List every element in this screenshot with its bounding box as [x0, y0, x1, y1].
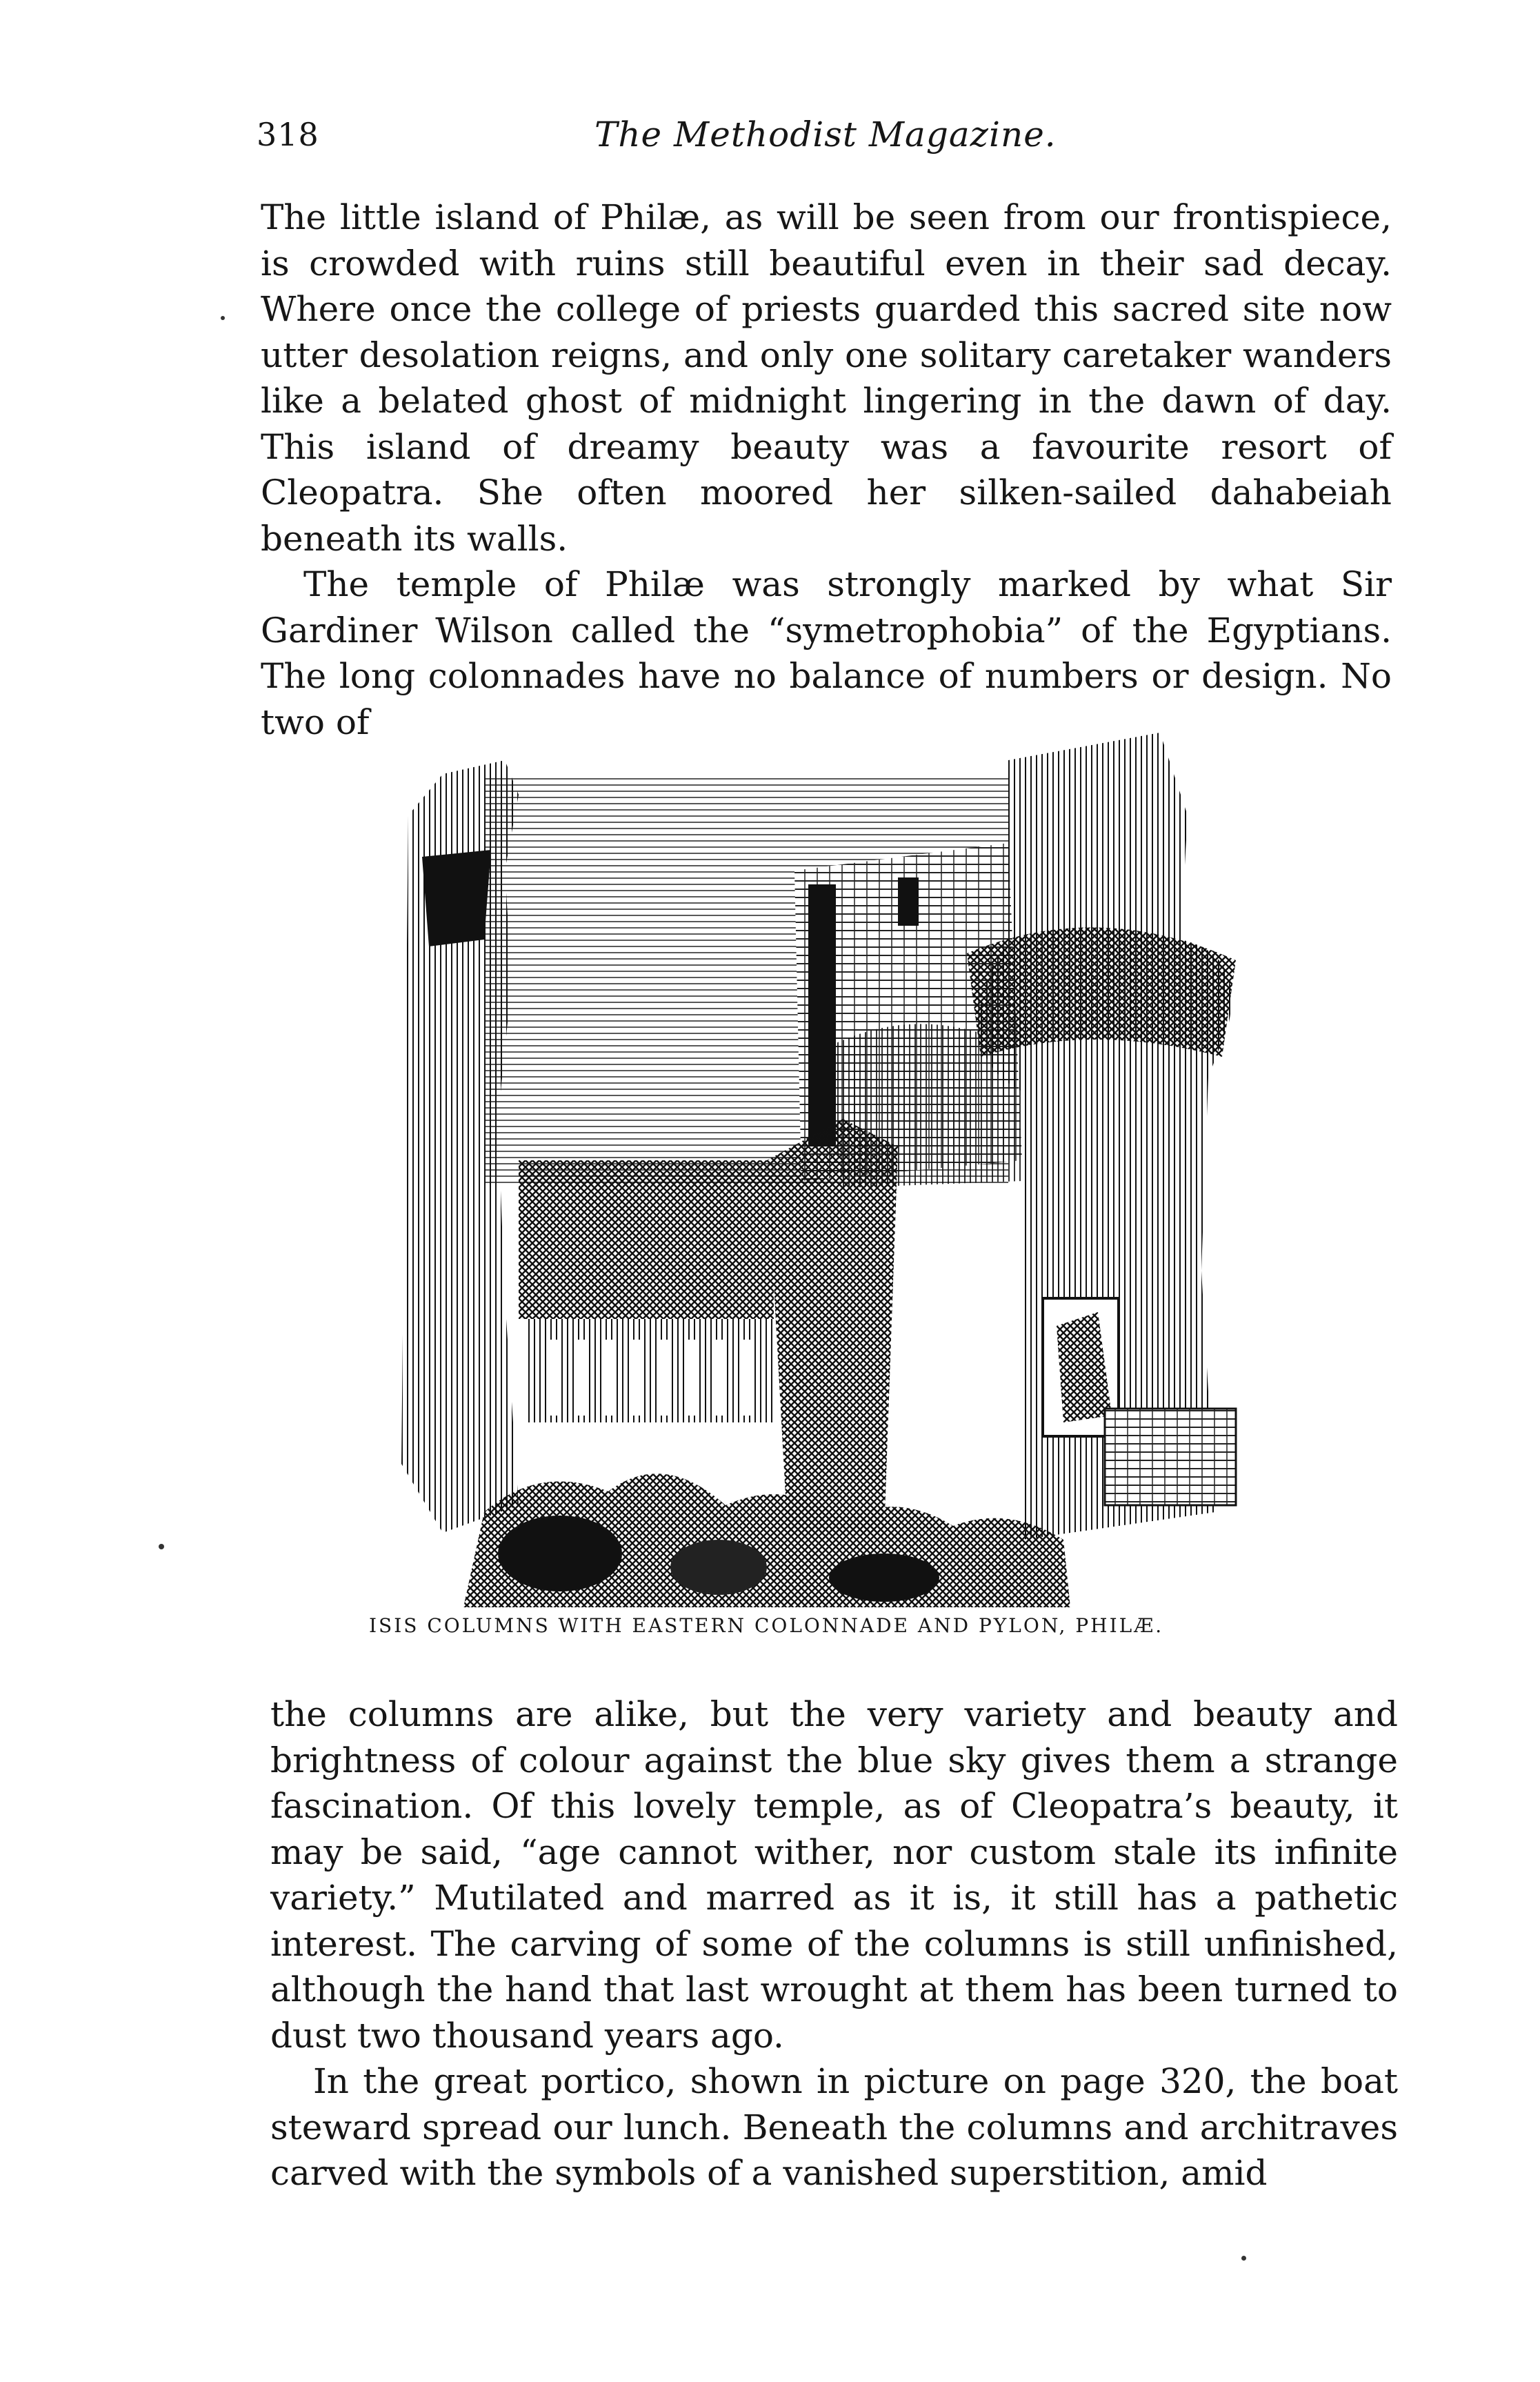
paragraph: The temple of Philæ was strongly marked by what Sir Gardiner Wilson called the “symetrophobia” of the Egyptians. The long colonnades have no balance of numbers or design. No two of [261, 564, 1392, 742]
ink-speck [221, 316, 225, 320]
ink-speck [159, 1544, 164, 1549]
engraving-illustration [401, 733, 1241, 1607]
page-number: 318 [257, 116, 319, 153]
paragraph: In the great portico, shown in picture on page 320, the boat steward spread our lunch. Beneath the columns and architraves carved with the symbols of a vanished superstition, amid [270, 2061, 1398, 2193]
paragraph: the columns are alike, but the very variety and beauty and brightness of colour against the blue sky gives them a strange fascination. Of this lovely temple, as of Cleopatra’s beauty, it may be said, “age cannot wither, nor custom stale its infinite variety.” Mutilated and marred as it is, it still has a pathetic interest. The carving of some of the columns is still unfinished, although the hand that last wrought at them has been turned to dust two thousand years ago. [270, 1694, 1398, 2056]
paragraph: The little island of Philæ, as will be seen from our frontispiece, is crowded with ruins still beautiful even in their sad decay. Where once the college of priests guarded this sacred site now utter desolation reigns, and only one solitary caretaker wanders like a belated ghost of midnight lingering in the dawn of day. This island of dreamy beauty was a favourite resort of Cleopatra. She often moored her silken-sailed dahabeiah beneath its walls. [261, 197, 1392, 559]
engraving-temple-ruins-icon [401, 733, 1241, 1607]
ink-speck [1241, 2256, 1246, 2261]
body-text-top [261, 195, 1392, 745]
running-title: The Methodist Magazine. [594, 115, 1057, 155]
body-text-bottom [270, 1691, 1398, 2196]
figure-caption: ISIS COLUMNS WITH EASTERN COLONNADE AND PYLON, PHILÆ. [369, 1614, 1164, 1637]
